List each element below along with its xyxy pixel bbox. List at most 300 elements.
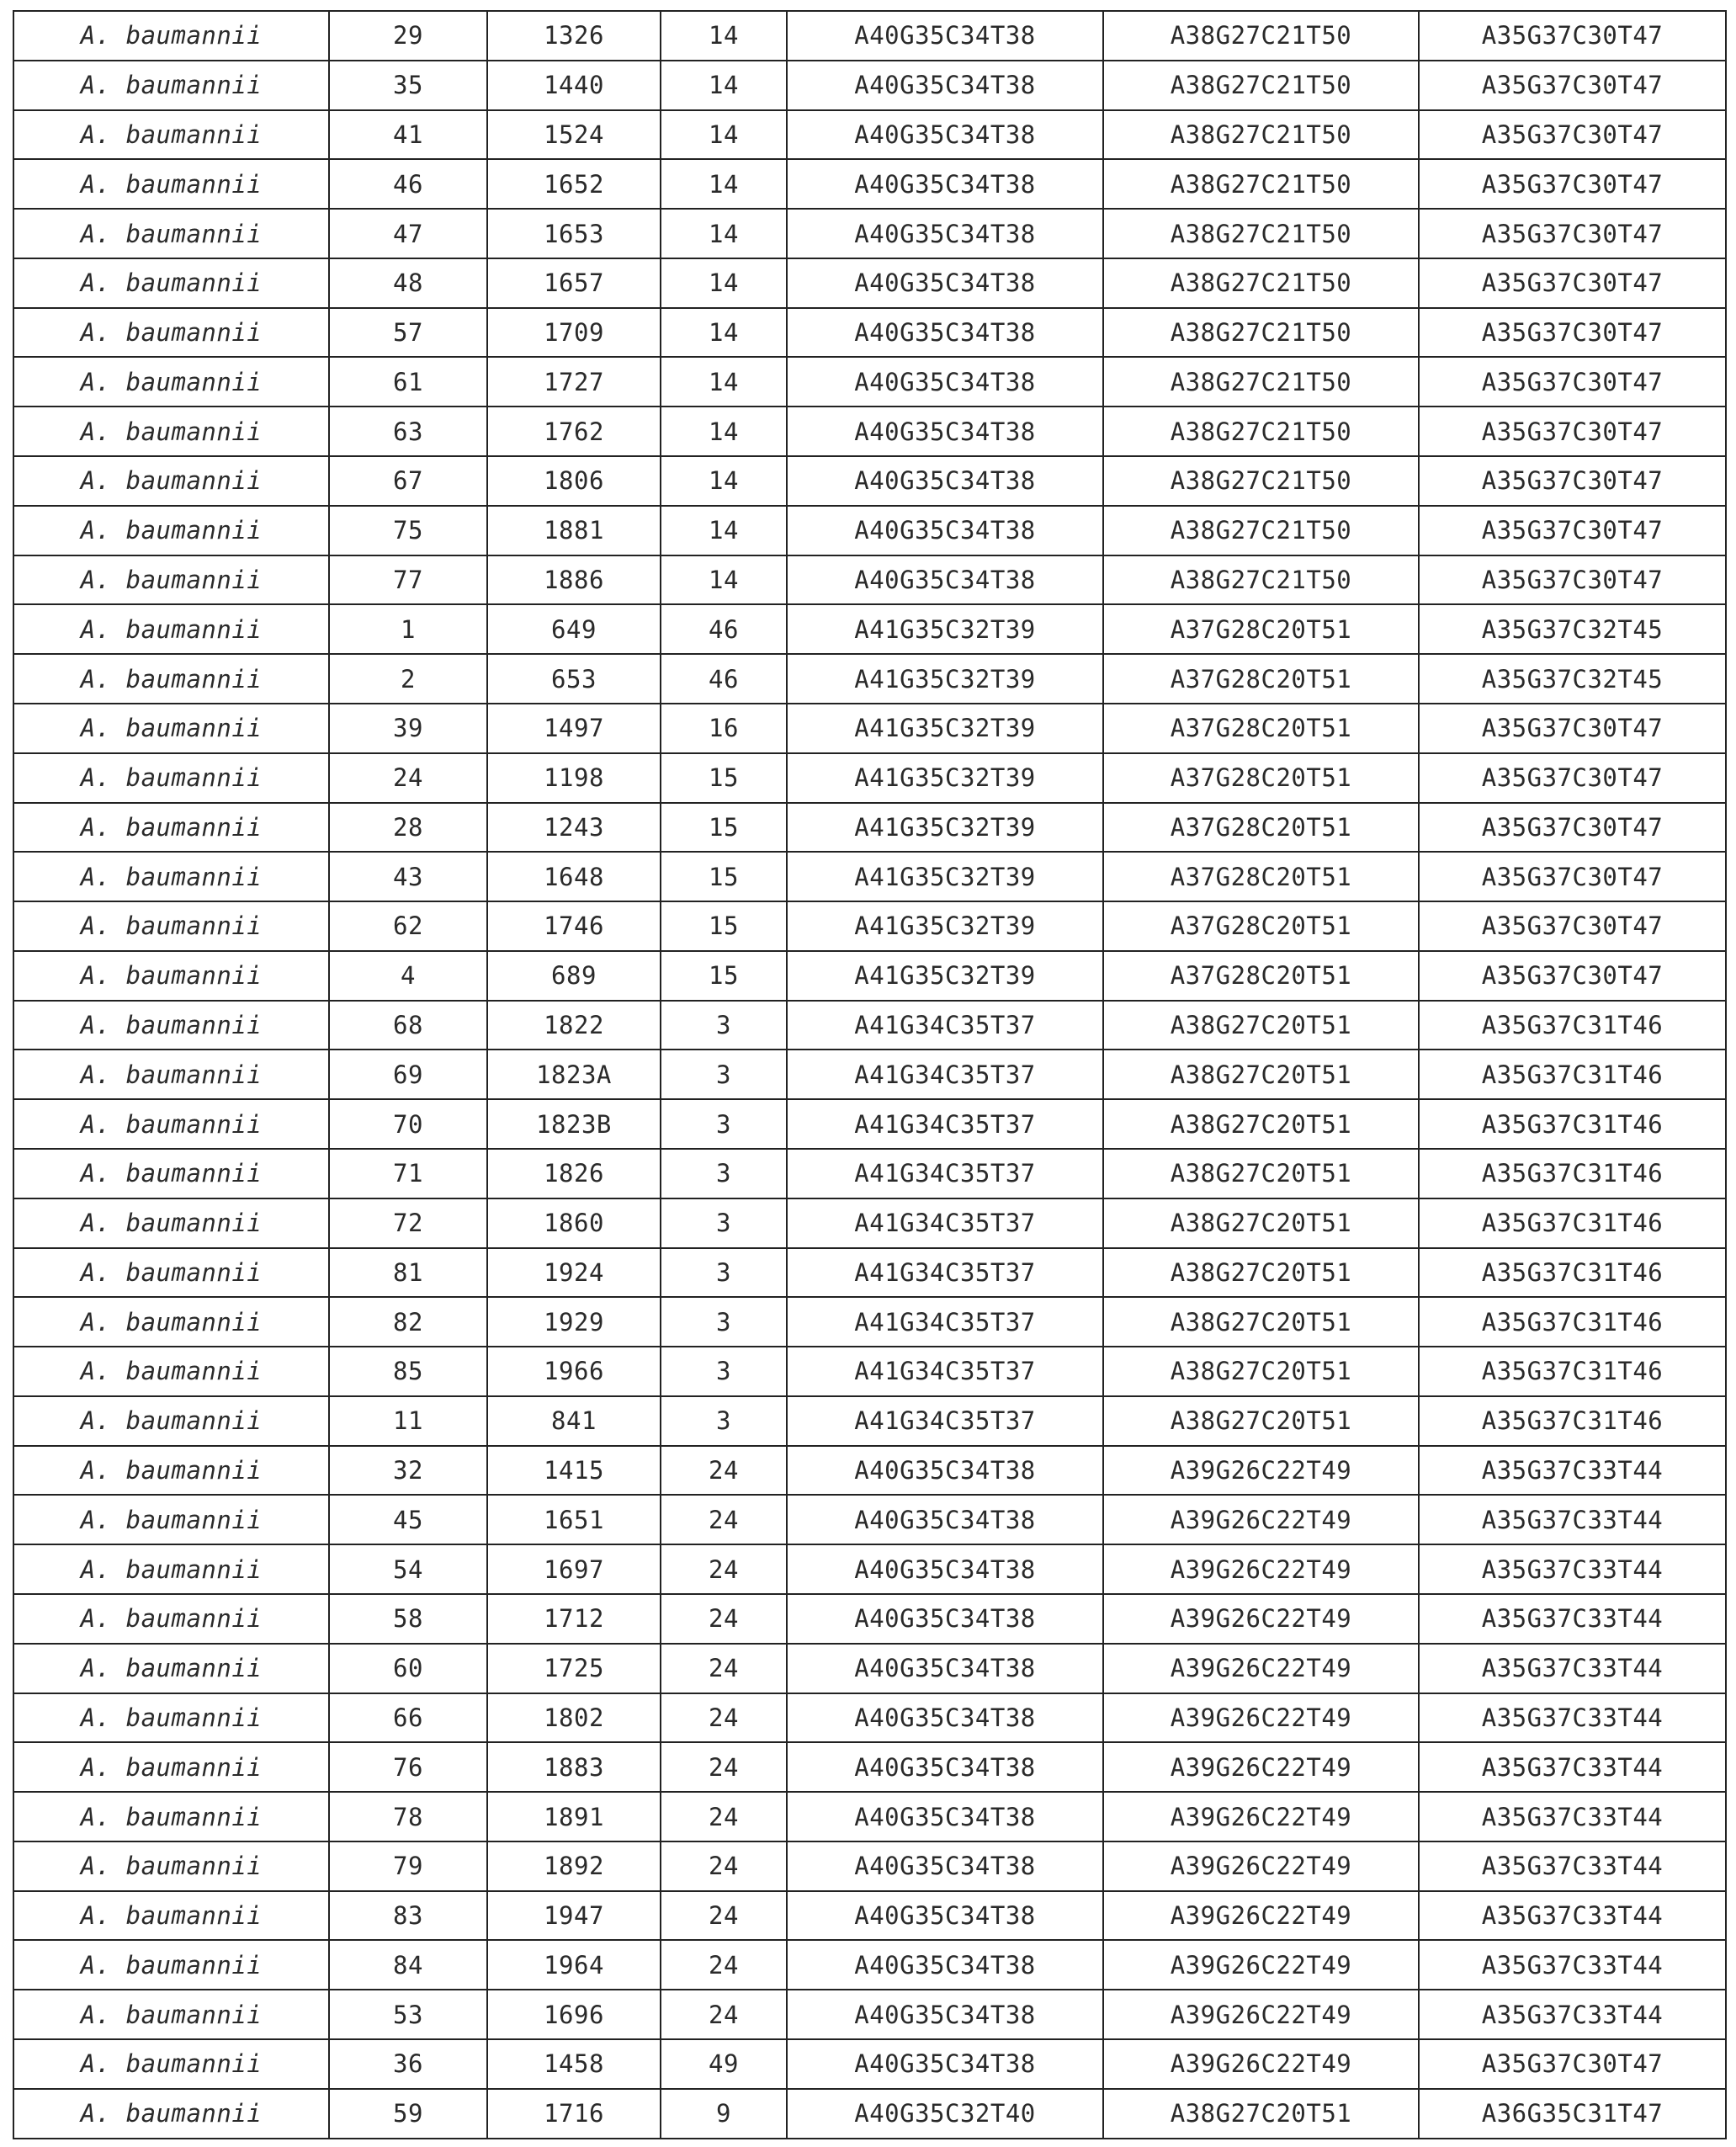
isolate-id-cell: 1727 <box>487 357 661 407</box>
composition-3-cell: A35G37C30T47 <box>1419 61 1726 110</box>
isolate-id-cell: 1651 <box>487 1495 661 1544</box>
composition-2-cell: A39G26C22T49 <box>1103 1693 1419 1743</box>
strain-number-cell: 32 <box>329 1446 487 1496</box>
species-cell: A. baumannii <box>13 159 329 209</box>
composition-2-cell: A37G28C20T51 <box>1103 951 1419 1001</box>
composition-2-cell: A38G27C20T51 <box>1103 2089 1419 2139</box>
isolate-id-cell: 1762 <box>487 407 661 456</box>
composition-2-cell: A38G27C21T50 <box>1103 159 1419 209</box>
species-cell: A. baumannii <box>13 308 329 358</box>
type-cell: 3 <box>661 1001 787 1050</box>
isolate-id-cell: 1716 <box>487 2089 661 2139</box>
species-cell: A. baumannii <box>13 456 329 506</box>
composition-1-cell: A41G35C32T39 <box>787 803 1103 853</box>
composition-3-cell: A35G37C33T44 <box>1419 1495 1726 1544</box>
strain-number-cell: 61 <box>329 357 487 407</box>
strain-number-cell: 53 <box>329 1990 487 2039</box>
strain-number-cell: 57 <box>329 308 487 358</box>
composition-2-cell: A39G26C22T49 <box>1103 1544 1419 1594</box>
composition-2-cell: A39G26C22T49 <box>1103 2039 1419 2089</box>
type-cell: 49 <box>661 2039 787 2089</box>
composition-3-cell: A35G37C31T46 <box>1419 1297 1726 1347</box>
isolate-id-cell: 1883 <box>487 1742 661 1792</box>
table-row <box>13 2039 1726 2089</box>
species-cell: A. baumannii <box>13 654 329 704</box>
species-cell: A. baumannii <box>13 1742 329 1792</box>
table-row <box>13 110 1726 160</box>
table-row <box>13 506 1726 555</box>
species-cell: A. baumannii <box>13 2039 329 2089</box>
composition-2-cell: A37G28C20T51 <box>1103 604 1419 654</box>
composition-3-cell: A35G37C32T45 <box>1419 654 1726 704</box>
isolate-id-cell: 1648 <box>487 852 661 901</box>
strain-number-cell: 41 <box>329 110 487 160</box>
table-row <box>13 1001 1726 1050</box>
type-cell: 24 <box>661 1792 787 1841</box>
composition-2-cell: A39G26C22T49 <box>1103 1594 1419 1644</box>
isolate-id-cell: 1524 <box>487 110 661 160</box>
type-cell: 14 <box>661 456 787 506</box>
composition-2-cell: A38G27C21T50 <box>1103 61 1419 110</box>
isolate-id-cell: 1652 <box>487 159 661 209</box>
species-cell: A. baumannii <box>13 852 329 901</box>
composition-2-cell: A38G27C20T51 <box>1103 1347 1419 1396</box>
composition-2-cell: A38G27C21T50 <box>1103 456 1419 506</box>
species-cell: A. baumannii <box>13 2089 329 2139</box>
composition-1-cell: A40G35C34T38 <box>787 110 1103 160</box>
strain-number-cell: 77 <box>329 555 487 605</box>
table-row <box>13 11 1726 61</box>
composition-2-cell: A38G27C21T50 <box>1103 308 1419 358</box>
species-cell: A. baumannii <box>13 1940 329 1990</box>
table-row <box>13 555 1726 605</box>
composition-3-cell: A35G37C30T47 <box>1419 506 1726 555</box>
table-row <box>13 209 1726 258</box>
isolate-id-cell: 1725 <box>487 1644 661 1693</box>
strain-number-cell: 4 <box>329 951 487 1001</box>
type-cell: 14 <box>661 555 787 605</box>
composition-2-cell: A38G27C20T51 <box>1103 1001 1419 1050</box>
species-cell: A. baumannii <box>13 951 329 1001</box>
species-cell: A. baumannii <box>13 209 329 258</box>
composition-3-cell: A35G37C30T47 <box>1419 308 1726 358</box>
table-row <box>13 1544 1726 1594</box>
strain-number-cell: 78 <box>329 1792 487 1841</box>
isolate-id-cell: 841 <box>487 1396 661 1446</box>
isolate-id-cell: 1696 <box>487 1990 661 2039</box>
composition-3-cell: A35G37C30T47 <box>1419 110 1726 160</box>
table-row <box>13 1990 1726 2039</box>
species-cell: A. baumannii <box>13 61 329 110</box>
species-cell: A. baumannii <box>13 1198 329 1248</box>
composition-2-cell: A38G27C21T50 <box>1103 209 1419 258</box>
composition-1-cell: A41G35C32T39 <box>787 654 1103 704</box>
type-cell: 16 <box>661 704 787 753</box>
composition-1-cell: A41G34C35T37 <box>787 1099 1103 1149</box>
composition-1-cell: A40G35C34T38 <box>787 209 1103 258</box>
species-cell: A. baumannii <box>13 1297 329 1347</box>
composition-3-cell: A35G37C30T47 <box>1419 555 1726 605</box>
composition-3-cell: A35G37C33T44 <box>1419 1644 1726 1693</box>
table-row <box>13 1297 1726 1347</box>
composition-1-cell: A40G35C34T38 <box>787 1940 1103 1990</box>
table-row <box>13 604 1726 654</box>
strain-number-cell: 70 <box>329 1099 487 1149</box>
strain-number-cell: 69 <box>329 1050 487 1099</box>
isolate-id-cell: 1966 <box>487 1347 661 1396</box>
type-cell: 24 <box>661 1940 787 1990</box>
type-cell: 3 <box>661 1099 787 1149</box>
strain-number-cell: 62 <box>329 901 487 951</box>
species-cell: A. baumannii <box>13 1001 329 1050</box>
data-table <box>13 10 1727 2139</box>
composition-1-cell: A41G34C35T37 <box>787 1297 1103 1347</box>
composition-1-cell: A41G34C35T37 <box>787 1248 1103 1298</box>
type-cell: 14 <box>661 209 787 258</box>
strain-number-cell: 28 <box>329 803 487 853</box>
isolate-id-cell: 1964 <box>487 1940 661 1990</box>
composition-2-cell: A39G26C22T49 <box>1103 1940 1419 1990</box>
composition-1-cell: A40G35C34T38 <box>787 2039 1103 2089</box>
type-cell: 14 <box>661 308 787 358</box>
isolate-id-cell: 1198 <box>487 753 661 803</box>
strain-number-cell: 36 <box>329 2039 487 2089</box>
species-cell: A. baumannii <box>13 1149 329 1198</box>
composition-1-cell: A40G35C34T38 <box>787 258 1103 308</box>
strain-number-cell: 83 <box>329 1891 487 1941</box>
composition-1-cell: A41G34C35T37 <box>787 1001 1103 1050</box>
isolate-id-cell: 1458 <box>487 2039 661 2089</box>
type-cell: 24 <box>661 1495 787 1544</box>
strain-number-cell: 46 <box>329 159 487 209</box>
type-cell: 3 <box>661 1297 787 1347</box>
isolate-id-cell: 689 <box>487 951 661 1001</box>
composition-2-cell: A38G27C21T50 <box>1103 407 1419 456</box>
type-cell: 3 <box>661 1050 787 1099</box>
type-cell: 24 <box>661 1594 787 1644</box>
composition-2-cell: A37G28C20T51 <box>1103 704 1419 753</box>
strain-number-cell: 85 <box>329 1347 487 1396</box>
composition-3-cell: A35G37C30T47 <box>1419 407 1726 456</box>
table-row <box>13 1396 1726 1446</box>
type-cell: 15 <box>661 803 787 853</box>
composition-3-cell: A35G37C30T47 <box>1419 901 1726 951</box>
composition-1-cell: A40G35C34T38 <box>787 11 1103 61</box>
species-cell: A. baumannii <box>13 1891 329 1941</box>
table-row <box>13 1792 1726 1841</box>
strain-number-cell: 45 <box>329 1495 487 1544</box>
table-row <box>13 1594 1726 1644</box>
composition-3-cell: A35G37C33T44 <box>1419 1742 1726 1792</box>
table-row <box>13 407 1726 456</box>
composition-2-cell: A38G27C21T50 <box>1103 11 1419 61</box>
composition-1-cell: A41G35C32T39 <box>787 753 1103 803</box>
table-row <box>13 258 1726 308</box>
species-cell: A. baumannii <box>13 1396 329 1446</box>
composition-1-cell: A40G35C32T40 <box>787 2089 1103 2139</box>
type-cell: 3 <box>661 1347 787 1396</box>
composition-2-cell: A39G26C22T49 <box>1103 1495 1419 1544</box>
composition-3-cell: A35G37C30T47 <box>1419 2039 1726 2089</box>
composition-1-cell: A41G35C32T39 <box>787 704 1103 753</box>
isolate-id-cell: 1806 <box>487 456 661 506</box>
composition-1-cell: A41G35C32T39 <box>787 951 1103 1001</box>
type-cell: 46 <box>661 604 787 654</box>
composition-1-cell: A40G35C34T38 <box>787 1594 1103 1644</box>
strain-number-cell: 67 <box>329 456 487 506</box>
type-cell: 14 <box>661 11 787 61</box>
table-row <box>13 1940 1726 1990</box>
species-cell: A. baumannii <box>13 110 329 160</box>
isolate-id-cell: 1822 <box>487 1001 661 1050</box>
composition-3-cell: A35G37C33T44 <box>1419 1544 1726 1594</box>
species-cell: A. baumannii <box>13 704 329 753</box>
species-cell: A. baumannii <box>13 753 329 803</box>
strain-number-cell: 79 <box>329 1841 487 1891</box>
table-row <box>13 753 1726 803</box>
strain-number-cell: 2 <box>329 654 487 704</box>
composition-2-cell: A38G27C20T51 <box>1103 1198 1419 1248</box>
table-row <box>13 1446 1726 1496</box>
composition-1-cell: A40G35C34T38 <box>787 456 1103 506</box>
composition-2-cell: A38G27C21T50 <box>1103 357 1419 407</box>
strain-number-cell: 39 <box>329 704 487 753</box>
table-row <box>13 1742 1726 1792</box>
species-cell: A. baumannii <box>13 1495 329 1544</box>
species-cell: A. baumannii <box>13 1594 329 1644</box>
table-row <box>13 357 1726 407</box>
table-row <box>13 1891 1726 1941</box>
composition-1-cell: A40G35C34T38 <box>787 1544 1103 1594</box>
isolate-id-cell: 1881 <box>487 506 661 555</box>
composition-3-cell: A35G37C31T46 <box>1419 1001 1726 1050</box>
composition-1-cell: A40G35C34T38 <box>787 159 1103 209</box>
isolate-id-cell: 1892 <box>487 1841 661 1891</box>
composition-3-cell: A35G37C30T47 <box>1419 852 1726 901</box>
composition-3-cell: A35G37C31T46 <box>1419 1149 1726 1198</box>
composition-1-cell: A41G34C35T37 <box>787 1396 1103 1446</box>
strain-number-cell: 63 <box>329 407 487 456</box>
composition-2-cell: A37G28C20T51 <box>1103 901 1419 951</box>
table-row <box>13 308 1726 358</box>
composition-3-cell: A35G37C30T47 <box>1419 456 1726 506</box>
strain-number-cell: 47 <box>329 209 487 258</box>
type-cell: 15 <box>661 753 787 803</box>
composition-2-cell: A38G27C21T50 <box>1103 258 1419 308</box>
composition-1-cell: A40G35C34T38 <box>787 1644 1103 1693</box>
composition-3-cell: A35G37C33T44 <box>1419 1891 1726 1941</box>
type-cell: 15 <box>661 852 787 901</box>
table-row <box>13 1495 1726 1544</box>
composition-3-cell: A35G37C30T47 <box>1419 258 1726 308</box>
composition-2-cell: A39G26C22T49 <box>1103 1841 1419 1891</box>
composition-1-cell: A40G35C34T38 <box>787 407 1103 456</box>
composition-2-cell: A39G26C22T49 <box>1103 1891 1419 1941</box>
composition-2-cell: A37G28C20T51 <box>1103 852 1419 901</box>
composition-1-cell: A40G35C34T38 <box>787 1792 1103 1841</box>
type-cell: 24 <box>661 1644 787 1693</box>
isolate-id-cell: 1709 <box>487 308 661 358</box>
isolate-id-cell: 1929 <box>487 1297 661 1347</box>
isolate-id-cell: 1415 <box>487 1446 661 1496</box>
species-cell: A. baumannii <box>13 1446 329 1496</box>
composition-1-cell: A40G35C34T38 <box>787 506 1103 555</box>
composition-2-cell: A38G27C21T50 <box>1103 555 1419 605</box>
strain-number-cell: 29 <box>329 11 487 61</box>
composition-3-cell: A35G37C32T45 <box>1419 604 1726 654</box>
strain-number-cell: 43 <box>329 852 487 901</box>
composition-2-cell: A38G27C21T50 <box>1103 110 1419 160</box>
type-cell: 9 <box>661 2089 787 2139</box>
isolate-id-cell: 1440 <box>487 61 661 110</box>
type-cell: 15 <box>661 951 787 1001</box>
strain-number-cell: 71 <box>329 1149 487 1198</box>
strain-number-cell: 58 <box>329 1594 487 1644</box>
strain-number-cell: 60 <box>329 1644 487 1693</box>
species-cell: A. baumannii <box>13 1693 329 1743</box>
species-cell: A. baumannii <box>13 11 329 61</box>
composition-2-cell: A38G27C21T50 <box>1103 506 1419 555</box>
species-cell: A. baumannii <box>13 1644 329 1693</box>
species-cell: A. baumannii <box>13 258 329 308</box>
strain-number-cell: 76 <box>329 1742 487 1792</box>
isolate-id-cell: 1947 <box>487 1891 661 1941</box>
species-cell: A. baumannii <box>13 604 329 654</box>
table-row <box>13 1198 1726 1248</box>
strain-number-cell: 35 <box>329 61 487 110</box>
type-cell: 14 <box>661 258 787 308</box>
table-row <box>13 2089 1726 2139</box>
species-cell: A. baumannii <box>13 1544 329 1594</box>
strain-number-cell: 1 <box>329 604 487 654</box>
composition-3-cell: A35G37C33T44 <box>1419 1594 1726 1644</box>
composition-1-cell: A41G35C32T39 <box>787 901 1103 951</box>
type-cell: 3 <box>661 1396 787 1446</box>
type-cell: 14 <box>661 506 787 555</box>
type-cell: 14 <box>661 159 787 209</box>
table-row <box>13 1693 1726 1743</box>
composition-3-cell: A35G37C30T47 <box>1419 209 1726 258</box>
table-row <box>13 1644 1726 1693</box>
composition-3-cell: A35G37C31T46 <box>1419 1347 1726 1396</box>
composition-3-cell: A35G37C30T47 <box>1419 11 1726 61</box>
composition-1-cell: A41G35C32T39 <box>787 852 1103 901</box>
isolate-id-cell: 1243 <box>487 803 661 853</box>
strain-number-cell: 72 <box>329 1198 487 1248</box>
composition-3-cell: A35G37C30T47 <box>1419 753 1726 803</box>
composition-1-cell: A40G35C34T38 <box>787 61 1103 110</box>
strain-number-cell: 81 <box>329 1248 487 1298</box>
species-cell: A. baumannii <box>13 555 329 605</box>
isolate-id-cell: 1712 <box>487 1594 661 1644</box>
isolate-id-cell: 1924 <box>487 1248 661 1298</box>
composition-2-cell: A38G27C20T51 <box>1103 1248 1419 1298</box>
isolate-id-cell: 1497 <box>487 704 661 753</box>
composition-1-cell: A40G35C34T38 <box>787 1693 1103 1743</box>
isolate-id-cell: 1860 <box>487 1198 661 1248</box>
composition-2-cell: A39G26C22T49 <box>1103 1792 1419 1841</box>
composition-1-cell: A41G35C32T39 <box>787 604 1103 654</box>
composition-1-cell: A40G35C34T38 <box>787 357 1103 407</box>
composition-3-cell: A35G37C33T44 <box>1419 1990 1726 2039</box>
type-cell: 3 <box>661 1149 787 1198</box>
strain-number-cell: 75 <box>329 506 487 555</box>
strain-number-cell: 11 <box>329 1396 487 1446</box>
table-row <box>13 1149 1726 1198</box>
composition-1-cell: A40G35C34T38 <box>787 1446 1103 1496</box>
composition-2-cell: A39G26C22T49 <box>1103 1742 1419 1792</box>
type-cell: 14 <box>661 357 787 407</box>
species-cell: A. baumannii <box>13 1792 329 1841</box>
composition-3-cell: A35G37C33T44 <box>1419 1792 1726 1841</box>
table-row <box>13 61 1726 110</box>
composition-3-cell: A35G37C30T47 <box>1419 951 1726 1001</box>
type-cell: 14 <box>661 110 787 160</box>
table-row <box>13 1248 1726 1298</box>
composition-2-cell: A37G28C20T51 <box>1103 803 1419 853</box>
composition-3-cell: A35G37C33T44 <box>1419 1446 1726 1496</box>
composition-3-cell: A35G37C30T47 <box>1419 159 1726 209</box>
composition-1-cell: A41G34C35T37 <box>787 1347 1103 1396</box>
species-cell: A. baumannii <box>13 407 329 456</box>
composition-3-cell: A35G37C31T46 <box>1419 1099 1726 1149</box>
isolate-id-cell: 1697 <box>487 1544 661 1594</box>
type-cell: 14 <box>661 407 787 456</box>
species-cell: A. baumannii <box>13 506 329 555</box>
composition-3-cell: A35G37C30T47 <box>1419 803 1726 853</box>
strain-number-cell: 48 <box>329 258 487 308</box>
isolate-id-cell: 1826 <box>487 1149 661 1198</box>
type-cell: 24 <box>661 1544 787 1594</box>
type-cell: 24 <box>661 1841 787 1891</box>
table-row <box>13 1050 1726 1099</box>
composition-3-cell: A35G37C33T44 <box>1419 1841 1726 1891</box>
species-cell: A. baumannii <box>13 1248 329 1298</box>
isolate-id-cell: 1746 <box>487 901 661 951</box>
table-row <box>13 654 1726 704</box>
table-row <box>13 1099 1726 1149</box>
composition-1-cell: A40G35C34T38 <box>787 1495 1103 1544</box>
composition-1-cell: A40G35C34T38 <box>787 555 1103 605</box>
isolate-id-cell: 1653 <box>487 209 661 258</box>
table-row <box>13 803 1726 853</box>
composition-1-cell: A40G35C34T38 <box>787 1891 1103 1941</box>
type-cell: 24 <box>661 1891 787 1941</box>
strain-number-cell: 59 <box>329 2089 487 2139</box>
type-cell: 3 <box>661 1198 787 1248</box>
composition-3-cell: A35G37C33T44 <box>1419 1940 1726 1990</box>
type-cell: 46 <box>661 654 787 704</box>
composition-3-cell: A35G37C31T46 <box>1419 1198 1726 1248</box>
composition-3-cell: A35G37C31T46 <box>1419 1396 1726 1446</box>
composition-2-cell: A37G28C20T51 <box>1103 753 1419 803</box>
composition-3-cell: A35G37C30T47 <box>1419 357 1726 407</box>
composition-3-cell: A35G37C31T46 <box>1419 1050 1726 1099</box>
strain-number-cell: 68 <box>329 1001 487 1050</box>
type-cell: 24 <box>661 1446 787 1496</box>
table-row <box>13 704 1726 753</box>
species-cell: A. baumannii <box>13 357 329 407</box>
species-cell: A. baumannii <box>13 1050 329 1099</box>
table-body <box>13 11 1726 2139</box>
species-cell: A. baumannii <box>13 1990 329 2039</box>
composition-1-cell: A40G35C34T38 <box>787 308 1103 358</box>
composition-1-cell: A40G35C34T38 <box>787 1990 1103 2039</box>
strain-number-cell: 54 <box>329 1544 487 1594</box>
composition-2-cell: A39G26C22T49 <box>1103 1644 1419 1693</box>
composition-2-cell: A38G27C20T51 <box>1103 1050 1419 1099</box>
composition-2-cell: A38G27C20T51 <box>1103 1297 1419 1347</box>
